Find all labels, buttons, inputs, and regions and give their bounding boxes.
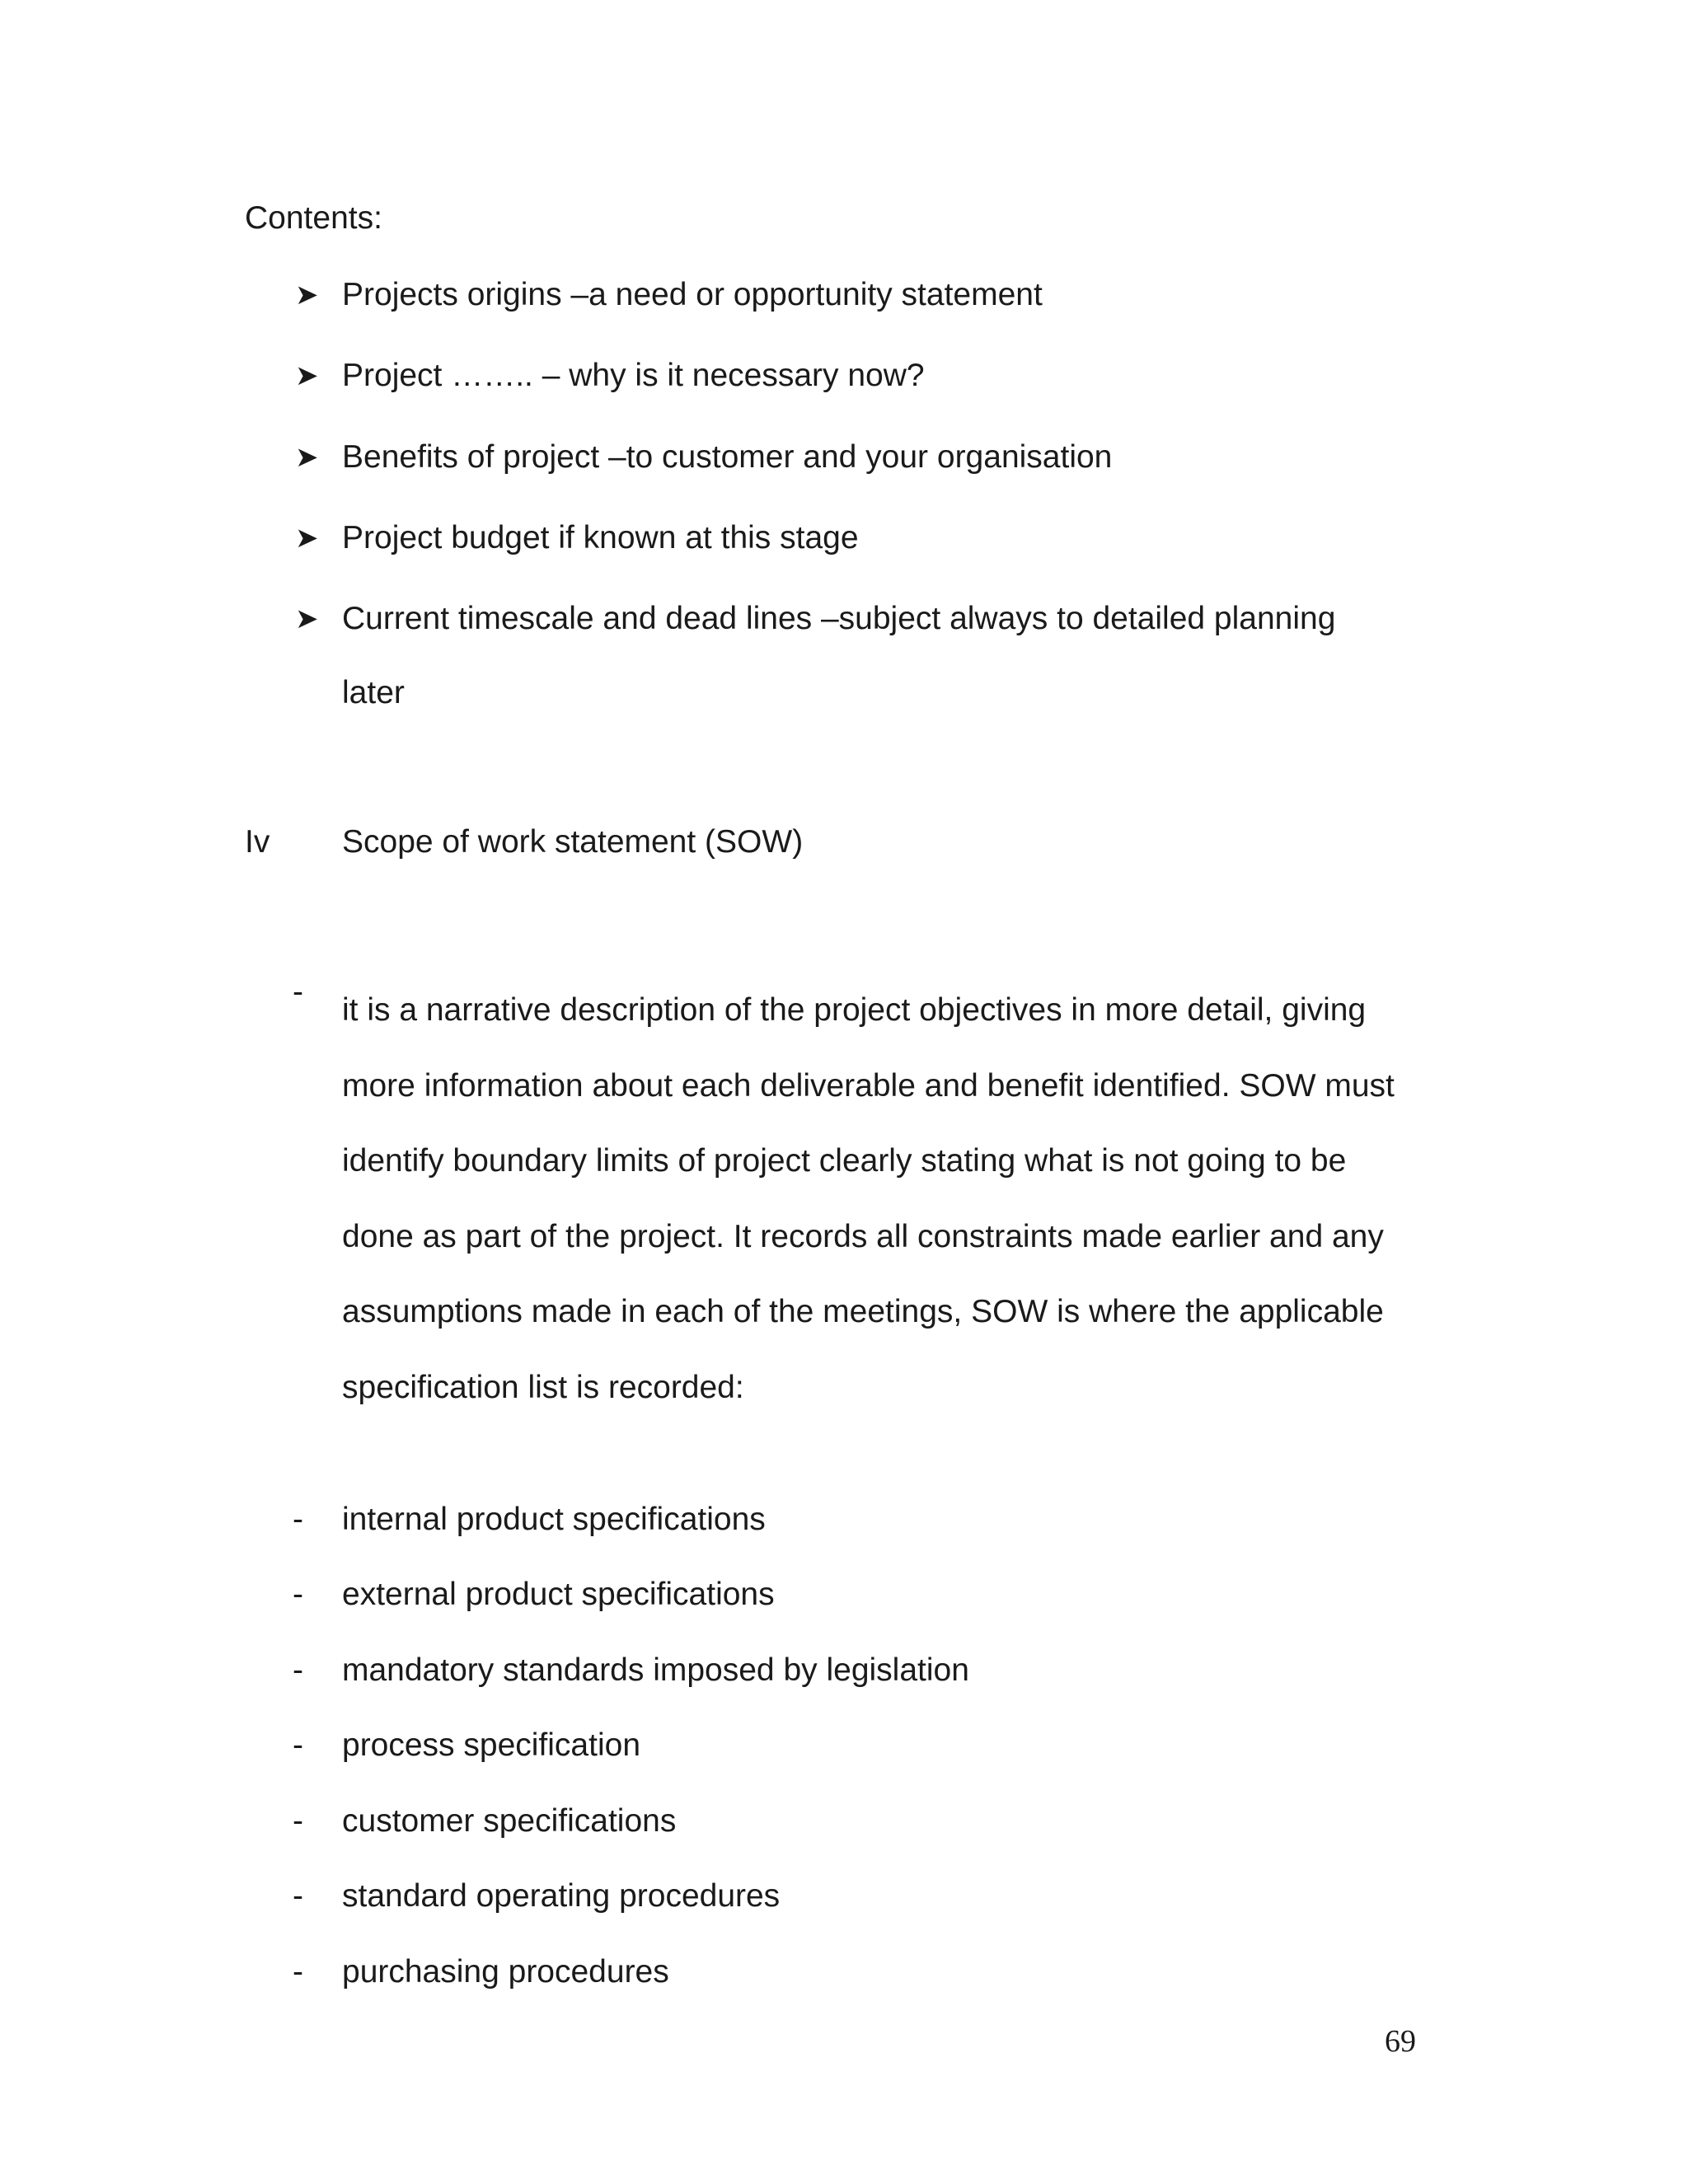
contents-bullet: Project budget if known at this stage xyxy=(342,520,859,555)
arrow-bullet-icon: ➤ xyxy=(295,442,319,473)
dash-bullet: - xyxy=(293,974,303,1010)
section-title: Scope of work statement (SOW) xyxy=(342,824,804,860)
contents-bullet: Current timescale and dead lines –subject always to detailed planning xyxy=(342,601,1336,636)
dash-bullet: - xyxy=(293,1878,303,1914)
paragraph-line: assumptions made in each of the meetings, SOW is where the applicable xyxy=(342,1294,1384,1329)
spec-item: customer specifications xyxy=(342,1803,677,1839)
paragraph-line: done as part of the project. It records all constraints made earlier and any xyxy=(342,1218,1384,1254)
arrow-bullet-icon: ➤ xyxy=(295,360,319,391)
dash-bullet: - xyxy=(293,1727,303,1763)
arrow-bullet-icon: ➤ xyxy=(295,279,319,311)
spec-item: purchasing procedures xyxy=(342,1954,669,1990)
dash-bullet: - xyxy=(293,1803,303,1839)
contents-bullet: Project …….. – why is it necessary now? xyxy=(342,358,925,393)
spec-item: external product specifications xyxy=(342,1577,775,1612)
dash-bullet: - xyxy=(293,1577,303,1612)
sow-paragraph xyxy=(342,972,1438,1425)
contents-bullet: Benefits of project –to customer and your organisation xyxy=(342,439,1113,475)
dash-bullet: - xyxy=(293,1954,303,1990)
section-number: Iv xyxy=(245,824,270,860)
contents-bullet-continuation: later xyxy=(342,675,405,710)
spec-item: internal product specifications xyxy=(342,1502,766,1537)
arrow-bullet-icon: ➤ xyxy=(295,603,319,635)
contents-bullet: Projects origins –a need or opportunity statement xyxy=(342,277,1043,312)
paragraph-line: it is a narrative description of the project objectives in more detail, giving xyxy=(342,992,1367,1028)
paragraph-line: specification list is recorded: xyxy=(342,1369,744,1405)
contents-heading: Contents: xyxy=(245,200,382,236)
dash-bullet: - xyxy=(293,1502,303,1537)
arrow-bullet-icon: ➤ xyxy=(295,523,319,554)
page-number: 69 xyxy=(1385,2024,1416,2059)
spec-item: process specification xyxy=(342,1727,641,1763)
paragraph-line: identify boundary limits of project clearly stating what is not going to be xyxy=(342,1143,1347,1179)
dash-bullet: - xyxy=(293,1652,303,1688)
paragraph-line: more information about each deliverable and benefit identified. SOW must xyxy=(342,1067,1395,1104)
spec-item: mandatory standards imposed by legislation xyxy=(342,1652,969,1688)
spec-item: standard operating procedures xyxy=(342,1878,781,1914)
